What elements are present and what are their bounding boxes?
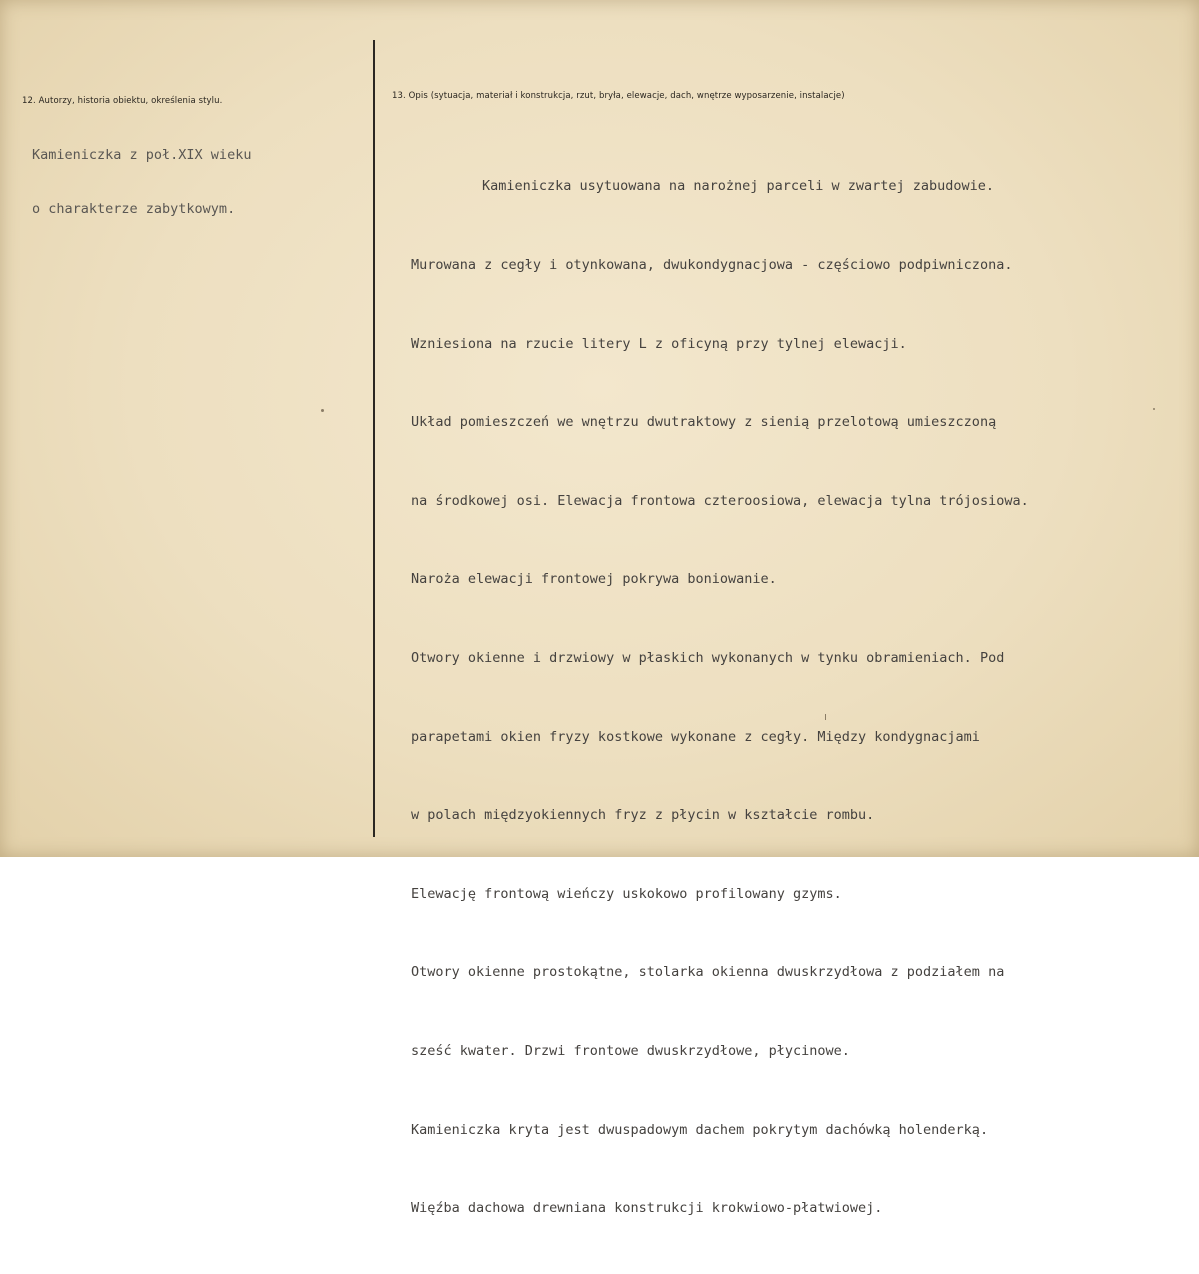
section-13-line: Naroża elewacji frontowej pokrywa boniowanie. (411, 571, 777, 588)
paper-speck (825, 714, 826, 720)
section-12-typed-text (32, 110, 251, 254)
column-divider-line (373, 40, 375, 837)
section-12-label: 12. Autorzy, historia obiektu, określenia stylu. (22, 96, 223, 106)
section-12-line: Kamieniczka z poł.XIX wieku (32, 147, 252, 163)
section-13-line: na środkowej osi. Elewacja frontowa czteroosiowa, elewacja tylna trójosiowa. (411, 492, 1029, 509)
section-13-typed-text (411, 121, 1029, 1274)
section-13-line: Wzniesiona na rzucie litery L z oficyną przy tylnej elewacji. (411, 335, 907, 352)
section-13-line: Układ pomieszczeń we wnętrzu dwutraktowy z sienią przelotową umieszczoną (411, 414, 997, 431)
section-13-line: Murowana z cegły i otynkowana, dwukondygnacjowa - częściowo podpiwniczona. (411, 257, 1013, 273)
section-13-line: Otwory okienne prostokątne, stolarka okienna dwuskrzydłowa z podziałem na (411, 964, 1005, 981)
section-13-line: parapetami okien fryzy kostkowe wykonane z cegły. Między kondygnacjami (411, 728, 980, 745)
section-13-line: Kamieniczka usytuowana na narożnej parceli w zwartej zabudowie. (482, 178, 995, 195)
paper-speck (1153, 408, 1155, 410)
section-13-line: Kamieniczka kryta jest dwuspadowym dachem pokrytym dachówką holenderką. (411, 1121, 989, 1138)
paper-speck (321, 409, 324, 412)
section-12-line: o charakterze zabytkowym. (32, 201, 236, 217)
section-13-line: w polach międzyokiennych fryz z płycin w kształcie rombu. (411, 807, 875, 824)
section-13-line: Więźba dachowa drewniana konstrukcji krokwiowo-płatwiowej. (411, 1200, 883, 1217)
section-13-line: sześć kwater. Drzwi frontowe dwuskrzydłowe, płycinowe. (411, 1042, 850, 1059)
section-13-label: 13. Opis (sytuacja, materiał i konstrukcja, rzut, bryła, elewacje, dach, wnętrze wyposarzenie, instalacje) (392, 91, 845, 101)
section-13-line: Elewację frontową wieńczy uskokowo profilowany gzyms. (411, 885, 842, 902)
section-13-line: Otwory okienne i drzwiowy w płaskich wykonanych w tynku obramieniach. Pod (411, 649, 1005, 666)
